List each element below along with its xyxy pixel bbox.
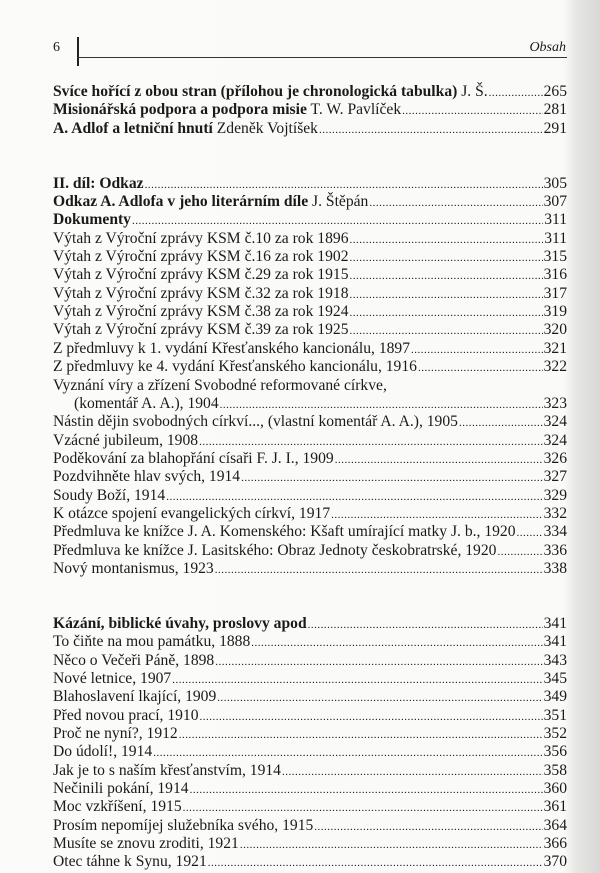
toc-page-number: 343 <box>543 651 567 669</box>
toc-entry <box>53 432 567 450</box>
toc-entry-title <box>53 175 144 193</box>
dot-leader <box>217 689 542 707</box>
toc-page-number: 334 <box>543 523 567 541</box>
toc-page-number: 321 <box>543 339 567 357</box>
toc-page-number: 349 <box>543 688 567 706</box>
toc-entry-title: Blahoslavení lkající, 1909 <box>53 688 217 706</box>
toc-entry-author: Zdeněk Vojtíšek <box>212 119 318 137</box>
toc-entry-title: Nový montanismus, 1923 <box>53 559 214 577</box>
toc-entry <box>53 652 567 670</box>
toc-entry-title: Otec táhne k Synu, 1921 <box>53 853 207 871</box>
toc-entry-heading: Dokumenty <box>53 211 131 229</box>
toc-entry <box>53 707 567 725</box>
toc-entry-author: T. W. Pavlíček <box>306 101 402 119</box>
toc-entry-title: Nečinili pokání, 1914 <box>53 780 189 798</box>
toc-page-number: 338 <box>543 559 567 577</box>
dot-leader <box>350 231 544 249</box>
dot-leader <box>166 488 542 506</box>
toc-entry-title: Výtah z Výroční zprávy KSM č.39 za rok 1925 <box>53 321 349 339</box>
toc-entry-title: Moc vzkříšení, 1915 <box>53 798 182 816</box>
toc-entry-title: Výtah z Výroční zprávy KSM č.38 za rok 1924 <box>53 303 349 321</box>
toc-page-number: 366 <box>543 835 567 853</box>
dot-leader <box>215 653 542 671</box>
toc-entry-title: Předmluva ke knížce J. A. Komenského: Kšaft umírající matky J. b., 1920 <box>53 523 516 541</box>
toc-page-number: 345 <box>543 670 567 687</box>
toc-entry <box>53 285 567 303</box>
toc-page-number: 358 <box>543 761 567 779</box>
toc-page-number: 341 <box>543 633 567 651</box>
dot-leader <box>200 708 543 726</box>
dot-leader <box>369 194 542 212</box>
toc-entry <box>53 193 567 211</box>
toc-entry <box>53 542 567 560</box>
table-of-contents <box>53 83 567 872</box>
toc-entry-title: To čiňte na mou památku, 1888 <box>53 633 251 651</box>
toc-page-number: 281 <box>543 101 567 119</box>
dot-leader <box>190 781 543 799</box>
toc-entry-title: Pozdvihněte hlav svých, 1914 <box>53 468 241 486</box>
toc-page-number: 317 <box>543 284 567 302</box>
toc-entry-title <box>53 211 131 229</box>
toc-entry-title: Z předmluvy ke 4. vydání Křesťanského kancionálu, 1916 <box>53 358 417 376</box>
toc-page-number: 360 <box>543 780 567 798</box>
toc-entry <box>53 762 567 780</box>
section-spacer <box>53 138 567 156</box>
toc-entry-title: Prosím nepomíjej služebníka svého, 1915 <box>53 816 314 834</box>
toc-entry-title: Soudy Boží, 1914 <box>53 486 166 504</box>
dot-leader <box>350 267 543 285</box>
toc-entry <box>53 358 567 376</box>
dot-leader <box>418 359 543 377</box>
section-spacer <box>53 578 567 596</box>
toc-entry-title: K otázce spojení evangelických církví, 1917 <box>53 504 331 522</box>
toc-entry-heading: Svíce hořící z obou stran (přílohou je chronologická tabulka) <box>53 83 458 100</box>
toc-entry <box>53 615 567 633</box>
toc-entry-heading: Kázání, biblické úvahy, proslovy apod <box>53 614 307 632</box>
toc-entry <box>53 523 567 541</box>
toc-page-number: 316 <box>543 266 567 284</box>
toc-entry-title: Výtah z Výroční zprávy KSM č.32 za rok 1918 <box>53 284 349 302</box>
dot-leader <box>215 561 543 579</box>
header-vertical-rule <box>77 37 79 66</box>
toc-entry-title <box>53 615 307 633</box>
toc-entry-title: Nástin dějin svobodných církví..., (vlastní komentář A. A.), 1905 <box>53 413 458 431</box>
toc-page-number: 336 <box>543 541 567 559</box>
toc-page-number: 356 <box>543 743 567 761</box>
toc-entry <box>53 798 567 816</box>
dot-leader <box>241 469 543 487</box>
toc-entry <box>53 725 567 743</box>
toc-page-number: 307 <box>543 193 567 211</box>
toc-entry <box>53 743 567 761</box>
toc-page-number: 351 <box>543 706 567 724</box>
toc-page-number: 329 <box>543 486 567 504</box>
dot-leader <box>319 121 543 139</box>
dot-leader <box>402 102 542 120</box>
toc-entry <box>53 303 567 321</box>
toc-entry <box>53 468 567 486</box>
toc-entry-heading: II. díl: Odkaz <box>53 174 144 192</box>
toc-entry <box>53 835 567 853</box>
toc-page-number: 327 <box>543 468 567 486</box>
toc-entry-title: Nové letnice, 1907 <box>53 670 172 687</box>
toc-entry <box>53 505 567 523</box>
toc-entry-title: Do údolí!, 1914 <box>53 743 153 761</box>
toc-entry-title: Musíte se znovu zroditi, 1921 <box>53 835 239 853</box>
toc-entry-title: Výtah z Výroční zprávy KSM č.10 za rok 1896 <box>53 229 349 247</box>
dot-leader <box>208 854 543 872</box>
dot-leader <box>517 524 543 542</box>
toc-page-number: 291 <box>543 119 567 137</box>
dot-leader <box>350 286 543 304</box>
toc-entry-title: Výtah z Výroční zprávy KSM č.16 za rok 1902 <box>53 248 349 266</box>
toc-entry <box>53 413 567 431</box>
toc-page-number: 326 <box>543 449 567 467</box>
toc-page-number: 324 <box>543 431 567 449</box>
toc-entry-author: J. Š. <box>457 83 488 100</box>
toc-entry <box>53 395 567 413</box>
toc-page-number: 364 <box>543 816 567 834</box>
toc-entry-title: Předmluva ke knížce J. Lasitského: Obraz Jednoty českobratrské, 1920 <box>53 541 497 559</box>
toc-entry <box>53 266 567 284</box>
page-number: 6 <box>53 40 60 55</box>
toc-entry-heading: Misionářská podpora a podpora misie <box>53 101 307 119</box>
toc-entry <box>53 248 567 266</box>
dot-leader <box>172 671 542 689</box>
dot-leader <box>179 726 543 744</box>
toc-entry-title <box>53 101 401 119</box>
dot-leader <box>314 818 542 836</box>
dot-leader <box>331 506 542 524</box>
dot-leader <box>411 341 543 359</box>
toc-entry-title: Proč ne nyní?, 1912 <box>53 725 178 743</box>
dot-leader <box>350 249 543 267</box>
dot-leader <box>489 84 543 102</box>
dot-leader <box>132 212 543 230</box>
dot-leader <box>308 616 543 634</box>
toc-page-number: 323 <box>543 394 567 412</box>
toc-entry-title: Vyznání víry a zřízení Svobodné reformované církve, <box>53 376 387 394</box>
toc-page-number: 315 <box>543 248 567 266</box>
dot-leader <box>350 304 543 322</box>
toc-entry <box>53 321 567 339</box>
toc-page-number: 361 <box>543 798 567 816</box>
toc-entry-heading: Odkaz A. Adlofa v jeho literárním díle <box>53 193 309 211</box>
toc-entry-title: Poděkování za blahopřání císaři F. J. I., 1909 <box>53 449 334 467</box>
dot-leader <box>251 634 542 652</box>
toc-entry-title: Výtah z Výroční zprávy KSM č.29 za rok 1915 <box>53 266 349 284</box>
toc-entry <box>53 83 567 101</box>
toc-entry <box>53 670 567 688</box>
toc-entry-title <box>53 193 368 211</box>
toc-entry <box>53 853 567 871</box>
toc-page-number: 332 <box>543 504 567 522</box>
toc-page-number: 324 <box>543 413 567 431</box>
toc-entry-author: J. Štěpán <box>308 193 369 211</box>
dot-leader <box>282 763 543 781</box>
toc-page-number: 322 <box>543 358 567 376</box>
toc-entry <box>53 487 567 505</box>
toc-entry <box>53 817 567 835</box>
toc-entry-first-line <box>53 377 567 395</box>
toc-page-number: 311 <box>544 229 567 247</box>
toc-page-number: 352 <box>543 725 567 743</box>
toc-page-number: 305 <box>543 174 567 192</box>
toc-entry-title: Před novou prací, 1910 <box>53 706 199 724</box>
dot-leader <box>240 836 543 854</box>
toc-entry <box>53 120 567 138</box>
toc-entry <box>53 230 567 248</box>
toc-page-number: 341 <box>543 614 567 632</box>
toc-page-number: 311 <box>544 211 567 229</box>
dot-leader <box>183 799 543 817</box>
toc-entry <box>53 175 567 193</box>
toc-entry-heading: A. Adlof a letniční hnutí <box>53 119 213 137</box>
toc-entry <box>53 340 567 358</box>
dot-leader <box>220 396 543 414</box>
toc-entry-title: Vzácné jubileum, 1908 <box>53 431 199 449</box>
toc-entry-title: Něco o Večeři Páně, 1898 <box>53 651 215 669</box>
dot-leader <box>459 414 543 432</box>
dot-leader <box>199 433 543 451</box>
running-title: Obsah <box>529 40 566 55</box>
toc-entry <box>53 633 567 651</box>
toc-page-number: 320 <box>543 321 567 339</box>
toc-entry <box>53 780 567 798</box>
dot-leader <box>153 744 542 762</box>
toc-page-number: 265 <box>543 83 567 100</box>
toc-entry <box>53 211 567 229</box>
dot-leader <box>335 451 543 469</box>
toc-page-number: 370 <box>543 853 567 871</box>
header-rule <box>77 57 567 58</box>
toc-entry-title: Z předmluvy k 1. vydání Křesťanského kancionálu, 1897 <box>53 339 411 357</box>
dot-leader <box>497 543 542 561</box>
dot-leader <box>350 322 543 340</box>
dot-leader <box>145 176 543 194</box>
section-spacer <box>53 156 567 174</box>
toc-entry-title: Jak je to s naším křesťanstvím, 1914 <box>53 761 281 779</box>
toc-entry-title: (komentář A. A.), 1904 <box>74 394 219 412</box>
section-spacer <box>53 597 567 615</box>
toc-entry-title <box>53 120 318 138</box>
toc-page-number: 319 <box>543 303 567 321</box>
toc-entry <box>53 450 567 468</box>
toc-entry <box>53 101 567 119</box>
toc-entry-title <box>53 83 488 101</box>
toc-entry <box>53 688 567 706</box>
toc-entry <box>53 560 567 578</box>
